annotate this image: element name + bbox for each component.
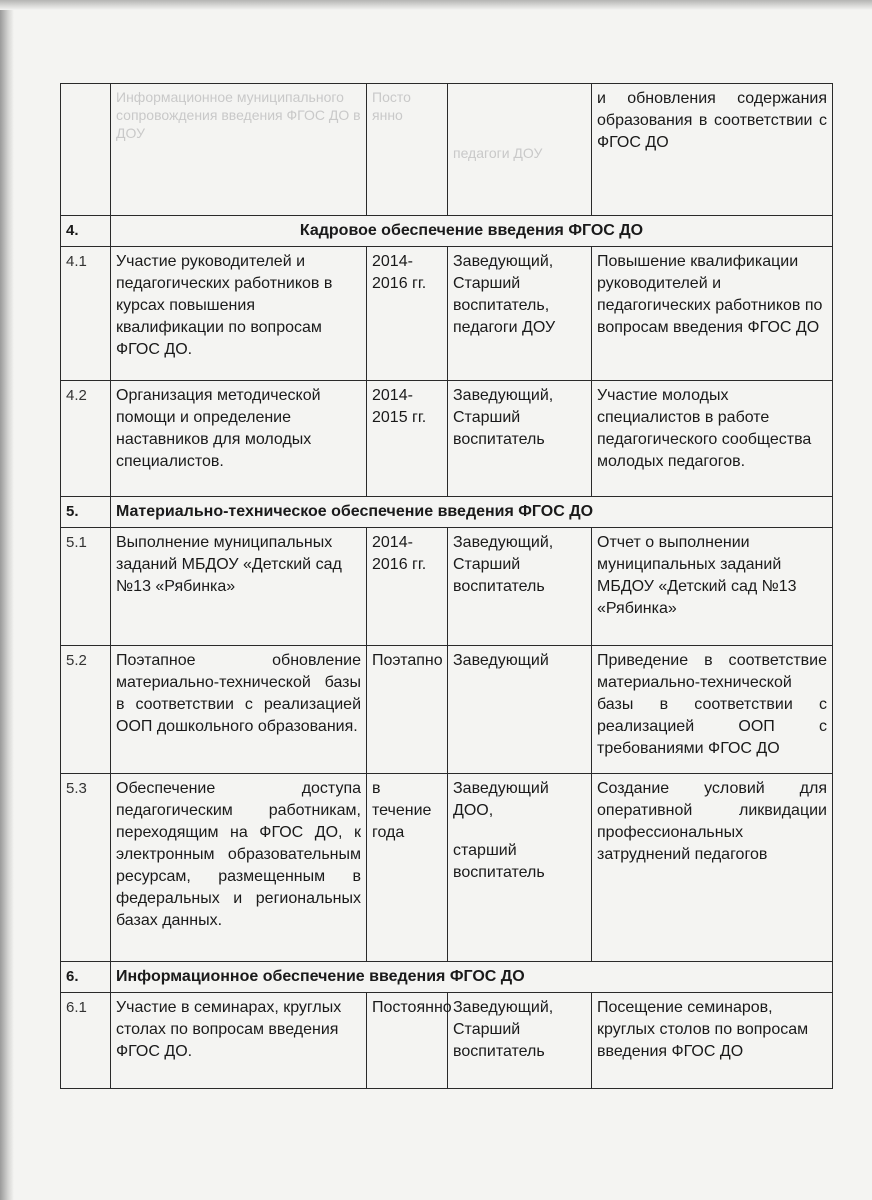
cell-activity: Участие в семинарах, круглых столах по вопросам введения ФГОС ДО. <box>111 993 367 1089</box>
scan-edge-top <box>0 0 872 10</box>
cell-term: Посто янно <box>367 84 448 216</box>
document-page <box>60 83 832 1089</box>
plan-table <box>60 83 833 1089</box>
table-row <box>61 774 833 962</box>
cell-term: Постоянно <box>367 993 448 1089</box>
cell-result: Отчет о выполнении муниципальных заданий МБДОУ «Детский сад №13 «Рябинка» <box>592 528 833 646</box>
row-number: 5.1 <box>61 528 111 646</box>
scan-edge-left <box>0 0 14 1200</box>
cell-result: Посещение семинаров, круглых столов по вопросам введения ФГОС ДО <box>592 993 833 1089</box>
spacer <box>453 822 586 840</box>
section-number: 4. <box>61 216 111 247</box>
cell-responsible: Заведующий, Старший воспитатель <box>448 993 592 1089</box>
row-number: 4.2 <box>61 381 111 497</box>
cell-term: 2014-2016 гг. <box>367 247 448 381</box>
table-row-continued <box>61 84 833 216</box>
cell-result: и обновления содержания образования в соответствии с ФГОС ДО <box>592 84 833 216</box>
cell-term: 2014-2015 гг. <box>367 381 448 497</box>
section-title: Материально-техническое обеспечение введения ФГОС ДО <box>111 497 833 528</box>
cell-result: Повышение квалификации руководителей и педагогических работников по вопросам введения ФГОС ДО <box>592 247 833 381</box>
cell-activity: Участие руководителей и педагогических работников в курсах повышения квалификации по вопросам ФГОС ДО. <box>111 247 367 381</box>
cell-responsible: педагоги ДОУ <box>448 84 592 216</box>
section-number: 6. <box>61 962 111 993</box>
cell-num <box>61 84 111 216</box>
cell-activity: Поэтапное обновление материально-технической базы в соответствии с реализацией ООП дошкольного образования. <box>111 646 367 774</box>
table-row <box>61 993 833 1089</box>
cell-term: в течение года <box>367 774 448 962</box>
section-title: Информационное обеспечение введения ФГОС ДО <box>111 962 833 993</box>
cell-responsible: Заведующий, Старший воспитатель <box>448 528 592 646</box>
section-title: Кадровое обеспечение введения ФГОС ДО <box>111 216 833 247</box>
cell-responsible: Заведующий <box>448 646 592 774</box>
table-row <box>61 247 833 381</box>
cell-result: Участие молодых специалистов в работе педагогического сообщества молодых педагогов. <box>592 381 833 497</box>
table-row <box>61 381 833 497</box>
cell-result: Приведение в соответствие материально-технической базы в соответствии с реализацией ООП с требованиями ФГОС ДО <box>592 646 833 774</box>
section-header-6 <box>61 962 833 993</box>
cell-responsible: Заведующий, Старший воспитатель, педагоги ДОУ <box>448 247 592 381</box>
cell-term: 2014-2016 гг. <box>367 528 448 646</box>
row-number: 6.1 <box>61 993 111 1089</box>
section-header-5 <box>61 497 833 528</box>
section-number: 5. <box>61 497 111 528</box>
table-row <box>61 646 833 774</box>
cell-activity: Обеспечение доступа педагогическим работникам, переходящим на ФГОС ДО, к электронным образовательным ресурсам, размещенным в федеральных и региональных базах данных. <box>111 774 367 962</box>
responsible-line-2: старший воспитатель <box>453 842 545 881</box>
row-number: 5.3 <box>61 774 111 962</box>
row-number: 4.1 <box>61 247 111 381</box>
cell-activity: Организация методической помощи и определение наставников для молодых специалистов. <box>111 381 367 497</box>
cell-term: Поэтапно <box>367 646 448 774</box>
cell-activity: Выполнение муниципальных заданий МБДОУ «Детский сад №13 «Рябинка» <box>111 528 367 646</box>
responsible-line-1: Заведующий ДОО, <box>453 780 549 819</box>
section-header-4 <box>61 216 833 247</box>
cell-result: Создание условий для оперативной ликвидации профессиональных затруднений педагогов <box>592 774 833 962</box>
cell-responsible: Заведующий, Старший воспитатель <box>448 381 592 497</box>
row-number: 5.2 <box>61 646 111 774</box>
cell-activity: Информационное муниципального сопровождения введения ФГОС ДО в ДОУ <box>111 84 367 216</box>
table-row <box>61 528 833 646</box>
cell-responsible <box>448 774 592 962</box>
